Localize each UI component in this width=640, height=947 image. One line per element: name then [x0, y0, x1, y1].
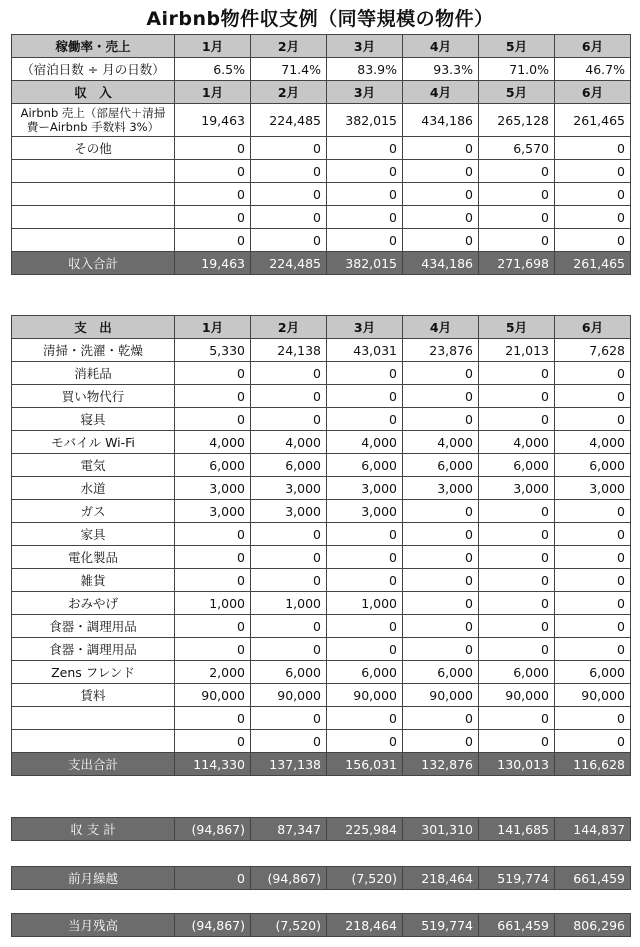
- value-cell: 0: [175, 569, 251, 592]
- value-cell: (7,520): [327, 867, 403, 890]
- value-cell: 0: [555, 730, 631, 753]
- row-label: 水道: [12, 477, 175, 500]
- value-cell: 0: [479, 385, 555, 408]
- value-cell: 0: [327, 160, 403, 183]
- value-cell: 0: [251, 137, 327, 160]
- value-cell: 144,837: [555, 818, 631, 841]
- value-cell: 382,015: [327, 252, 403, 275]
- month-header: 6月: [555, 81, 631, 104]
- income-row: [12, 104, 631, 137]
- row-label: 買い物代行: [12, 385, 175, 408]
- value-cell: 0: [251, 229, 327, 252]
- value-cell: 4,000: [175, 431, 251, 454]
- value-cell: 5,330: [175, 339, 251, 362]
- value-cell: 0: [251, 638, 327, 661]
- value-cell: 0: [251, 183, 327, 206]
- value-cell: 90,000: [555, 684, 631, 707]
- value-cell: 130,013: [479, 753, 555, 776]
- value-cell: 0: [327, 546, 403, 569]
- carryover-table: [11, 866, 631, 890]
- occupancy-row: [12, 58, 631, 81]
- value-cell: 19,463: [175, 104, 251, 137]
- month-header: 3月: [327, 35, 403, 58]
- value-cell: 3,000: [555, 477, 631, 500]
- value-cell: 6,000: [403, 661, 479, 684]
- value-cell: 0: [555, 500, 631, 523]
- value-cell: 0: [403, 229, 479, 252]
- value-cell: 6,000: [327, 454, 403, 477]
- value-cell: 0: [403, 183, 479, 206]
- row-label: （宿泊日数 ÷ 月の日数）: [12, 58, 175, 81]
- value-cell: 3,000: [327, 500, 403, 523]
- value-cell: 0: [403, 385, 479, 408]
- row-label: 雑貨: [12, 569, 175, 592]
- month-header: 4月: [403, 316, 479, 339]
- value-cell: 6,000: [555, 454, 631, 477]
- ending-balance-row: [12, 914, 631, 937]
- value-cell: 2,000: [175, 661, 251, 684]
- expense-row: [12, 546, 631, 569]
- value-cell: 0: [555, 385, 631, 408]
- page-title: Airbnb物件収支例（同等規模の物件）: [146, 8, 494, 30]
- value-cell: 0: [555, 183, 631, 206]
- value-cell: 0: [327, 638, 403, 661]
- income-row: [12, 229, 631, 252]
- value-cell: 90,000: [251, 684, 327, 707]
- value-cell: 6,000: [479, 661, 555, 684]
- row-label: 電気: [12, 454, 175, 477]
- value-cell: 6,000: [403, 454, 479, 477]
- value-cell: 156,031: [327, 753, 403, 776]
- row-label: 電化製品: [12, 546, 175, 569]
- row-label: 家具: [12, 523, 175, 546]
- value-cell: 218,464: [327, 914, 403, 937]
- value-cell: 0: [175, 408, 251, 431]
- expense-row: [12, 730, 631, 753]
- value-cell: 0: [555, 523, 631, 546]
- income-table: [11, 34, 631, 275]
- value-cell: 0: [555, 707, 631, 730]
- value-cell: 87,347: [251, 818, 327, 841]
- value-cell: 90,000: [327, 684, 403, 707]
- value-cell: 0: [327, 206, 403, 229]
- value-cell: 224,485: [251, 104, 327, 137]
- value-cell: 0: [403, 160, 479, 183]
- value-cell: 1,000: [327, 592, 403, 615]
- value-cell: 0: [555, 362, 631, 385]
- value-cell: 0: [479, 500, 555, 523]
- row-label: モバイル Wi-Fi: [12, 431, 175, 454]
- value-cell: 224,485: [251, 252, 327, 275]
- value-cell: 434,186: [403, 104, 479, 137]
- value-cell: 0: [327, 707, 403, 730]
- value-cell: 0: [479, 523, 555, 546]
- value-cell: 0: [555, 206, 631, 229]
- value-cell: 3,000: [175, 500, 251, 523]
- month-header: 6月: [555, 35, 631, 58]
- value-cell: 0: [251, 385, 327, 408]
- value-cell: 6,000: [175, 454, 251, 477]
- value-cell: 0: [251, 362, 327, 385]
- value-cell: 0: [555, 137, 631, 160]
- value-cell: 519,774: [479, 867, 555, 890]
- value-cell: 114,330: [175, 753, 251, 776]
- expense-row: [12, 362, 631, 385]
- row-label: おみやげ: [12, 592, 175, 615]
- value-cell: 7,628: [555, 339, 631, 362]
- value-cell: 0: [403, 638, 479, 661]
- value-cell: 434,186: [403, 252, 479, 275]
- expense-row: [12, 615, 631, 638]
- value-cell: 1,000: [175, 592, 251, 615]
- month-header: 2月: [251, 35, 327, 58]
- income-row: [12, 206, 631, 229]
- value-cell: 0: [403, 206, 479, 229]
- value-cell: 4,000: [327, 431, 403, 454]
- value-cell: 141,685: [479, 818, 555, 841]
- value-cell: 6,570: [479, 137, 555, 160]
- value-cell: 0: [175, 730, 251, 753]
- month-header: 2月: [251, 316, 327, 339]
- month-header: 3月: [327, 81, 403, 104]
- value-cell: 0: [479, 206, 555, 229]
- value-cell: 218,464: [403, 867, 479, 890]
- value-cell: 0: [327, 137, 403, 160]
- value-cell: (94,867): [251, 867, 327, 890]
- row-label: 消耗品: [12, 362, 175, 385]
- value-cell: 0: [555, 638, 631, 661]
- month-header: 2月: [251, 81, 327, 104]
- value-cell: 0: [479, 730, 555, 753]
- value-cell: 90,000: [403, 684, 479, 707]
- value-cell: 0: [175, 523, 251, 546]
- value-cell: 0: [251, 160, 327, 183]
- value-cell: 0: [251, 730, 327, 753]
- value-cell: 0: [175, 206, 251, 229]
- occupancy-header-row: [12, 35, 631, 58]
- value-cell: 0: [479, 160, 555, 183]
- value-cell: (94,867): [175, 818, 251, 841]
- row-label: Zens フレンド: [12, 661, 175, 684]
- value-cell: 0: [403, 730, 479, 753]
- value-cell: 271,698: [479, 252, 555, 275]
- value-cell: 0: [403, 362, 479, 385]
- value-cell: 6,000: [251, 454, 327, 477]
- value-cell: 382,015: [327, 104, 403, 137]
- expense-header-row: [12, 316, 631, 339]
- value-cell: 21,013: [479, 339, 555, 362]
- value-cell: 71.0%: [479, 58, 555, 81]
- value-cell: 0: [555, 408, 631, 431]
- value-cell: 0: [479, 638, 555, 661]
- value-cell: 0: [403, 523, 479, 546]
- expense-row: [12, 339, 631, 362]
- value-cell: 0: [479, 183, 555, 206]
- value-cell: 0: [403, 707, 479, 730]
- income-row: [12, 137, 631, 160]
- value-cell: 0: [251, 523, 327, 546]
- value-cell: 0: [175, 867, 251, 890]
- value-cell: 0: [175, 362, 251, 385]
- value-cell: 0: [175, 546, 251, 569]
- row-label: Airbnb 売上（部屋代＋清掃費ーAirbnb 手数料 3%）: [12, 104, 175, 137]
- month-header: 3月: [327, 316, 403, 339]
- month-header: 6月: [555, 316, 631, 339]
- carryover-row: [12, 867, 631, 890]
- value-cell: 301,310: [403, 818, 479, 841]
- ending-balance-table: [11, 913, 631, 937]
- row-label: その他: [12, 137, 175, 160]
- month-header: 5月: [479, 316, 555, 339]
- value-cell: 4,000: [555, 431, 631, 454]
- expense-total-row: [12, 753, 631, 776]
- value-cell: 0: [403, 546, 479, 569]
- value-cell: 0: [555, 592, 631, 615]
- value-cell: 0: [555, 229, 631, 252]
- value-cell: 0: [479, 546, 555, 569]
- value-cell: 661,459: [555, 867, 631, 890]
- row-label: [12, 730, 175, 753]
- value-cell: 4,000: [403, 431, 479, 454]
- value-cell: 0: [175, 137, 251, 160]
- value-cell: 6,000: [251, 661, 327, 684]
- month-header: 5月: [479, 35, 555, 58]
- expense-row: [12, 523, 631, 546]
- value-cell: 0: [327, 730, 403, 753]
- value-cell: 1,000: [251, 592, 327, 615]
- value-cell: 0: [555, 569, 631, 592]
- row-label: [12, 183, 175, 206]
- value-cell: 116,628: [555, 753, 631, 776]
- value-cell: (7,520): [251, 914, 327, 937]
- value-cell: 0: [479, 592, 555, 615]
- row-label: [12, 206, 175, 229]
- section-header-label: 収 入: [12, 81, 175, 104]
- value-cell: 4,000: [251, 431, 327, 454]
- value-cell: 0: [327, 615, 403, 638]
- value-cell: 137,138: [251, 753, 327, 776]
- value-cell: 261,465: [555, 252, 631, 275]
- row-label: 食器・調理用品: [12, 615, 175, 638]
- value-cell: 0: [403, 500, 479, 523]
- expense-row: [12, 684, 631, 707]
- value-cell: 0: [327, 569, 403, 592]
- value-cell: 3,000: [403, 477, 479, 500]
- expense-row: [12, 638, 631, 661]
- expense-row: [12, 477, 631, 500]
- balance-row: [12, 818, 631, 841]
- expense-row: [12, 431, 631, 454]
- value-cell: 0: [403, 569, 479, 592]
- value-cell: 83.9%: [327, 58, 403, 81]
- value-cell: 225,984: [327, 818, 403, 841]
- value-cell: 93.3%: [403, 58, 479, 81]
- value-cell: 0: [251, 408, 327, 431]
- value-cell: 0: [327, 523, 403, 546]
- value-cell: 0: [175, 160, 251, 183]
- row-label: 清掃・洗濯・乾燥: [12, 339, 175, 362]
- row-label: [12, 229, 175, 252]
- value-cell: 0: [251, 206, 327, 229]
- expense-row: [12, 569, 631, 592]
- value-cell: 0: [327, 408, 403, 431]
- expense-row: [12, 454, 631, 477]
- row-label: 収入合計: [12, 252, 175, 275]
- value-cell: 0: [555, 546, 631, 569]
- value-cell: 6.5%: [175, 58, 251, 81]
- value-cell: 3,000: [251, 500, 327, 523]
- value-cell: (94,867): [175, 914, 251, 937]
- value-cell: 0: [175, 229, 251, 252]
- value-cell: 3,000: [251, 477, 327, 500]
- value-cell: 71.4%: [251, 58, 327, 81]
- value-cell: 19,463: [175, 252, 251, 275]
- value-cell: 0: [175, 183, 251, 206]
- expense-row: [12, 592, 631, 615]
- value-cell: 46.7%: [555, 58, 631, 81]
- month-header: 1月: [175, 316, 251, 339]
- value-cell: 0: [555, 160, 631, 183]
- row-label: 寝具: [12, 408, 175, 431]
- expense-row: [12, 707, 631, 730]
- row-label: 収 支 計: [12, 818, 175, 841]
- section-header-label: 稼働率・売上: [12, 35, 175, 58]
- value-cell: 6,000: [555, 661, 631, 684]
- row-label: 賃料: [12, 684, 175, 707]
- value-cell: 0: [555, 615, 631, 638]
- value-cell: 0: [327, 385, 403, 408]
- row-label: 支出合計: [12, 753, 175, 776]
- value-cell: 3,000: [479, 477, 555, 500]
- value-cell: 3,000: [175, 477, 251, 500]
- value-cell: 90,000: [479, 684, 555, 707]
- value-cell: 0: [403, 408, 479, 431]
- row-label: [12, 707, 175, 730]
- section-header-label: 支 出: [12, 316, 175, 339]
- value-cell: 0: [479, 229, 555, 252]
- value-cell: 0: [251, 707, 327, 730]
- value-cell: 0: [479, 569, 555, 592]
- value-cell: 4,000: [479, 431, 555, 454]
- value-cell: 0: [327, 183, 403, 206]
- value-cell: 90,000: [175, 684, 251, 707]
- row-label: 前月繰越: [12, 867, 175, 890]
- month-header: 4月: [403, 81, 479, 104]
- value-cell: 0: [327, 229, 403, 252]
- expense-row: [12, 408, 631, 431]
- expense-row: [12, 385, 631, 408]
- value-cell: 43,031: [327, 339, 403, 362]
- value-cell: 0: [479, 615, 555, 638]
- expense-row: [12, 661, 631, 684]
- month-header: 1月: [175, 35, 251, 58]
- value-cell: 519,774: [403, 914, 479, 937]
- value-cell: 261,465: [555, 104, 631, 137]
- value-cell: 0: [479, 362, 555, 385]
- value-cell: 3,000: [327, 477, 403, 500]
- month-header: 4月: [403, 35, 479, 58]
- income-row: [12, 160, 631, 183]
- value-cell: 6,000: [479, 454, 555, 477]
- value-cell: 23,876: [403, 339, 479, 362]
- value-cell: 0: [251, 615, 327, 638]
- value-cell: 0: [327, 362, 403, 385]
- month-header: 1月: [175, 81, 251, 104]
- value-cell: 0: [251, 569, 327, 592]
- value-cell: 0: [403, 137, 479, 160]
- value-cell: 661,459: [479, 914, 555, 937]
- value-cell: 0: [479, 408, 555, 431]
- income-header-row: [12, 81, 631, 104]
- value-cell: 0: [175, 615, 251, 638]
- value-cell: 0: [479, 707, 555, 730]
- expense-row: [12, 500, 631, 523]
- row-label: 当月残高: [12, 914, 175, 937]
- value-cell: 0: [403, 592, 479, 615]
- income-row: [12, 183, 631, 206]
- balance-table: [11, 817, 631, 841]
- value-cell: 0: [175, 638, 251, 661]
- row-label: ガス: [12, 500, 175, 523]
- value-cell: 0: [175, 707, 251, 730]
- income-total-row: [12, 252, 631, 275]
- month-header: 5月: [479, 81, 555, 104]
- value-cell: 0: [403, 615, 479, 638]
- row-label: 食器・調理用品: [12, 638, 175, 661]
- value-cell: 132,876: [403, 753, 479, 776]
- value-cell: 0: [175, 385, 251, 408]
- value-cell: 6,000: [327, 661, 403, 684]
- value-cell: 806,296: [555, 914, 631, 937]
- expense-table: [11, 315, 631, 776]
- value-cell: 24,138: [251, 339, 327, 362]
- value-cell: 0: [251, 546, 327, 569]
- value-cell: 265,128: [479, 104, 555, 137]
- row-label: [12, 160, 175, 183]
